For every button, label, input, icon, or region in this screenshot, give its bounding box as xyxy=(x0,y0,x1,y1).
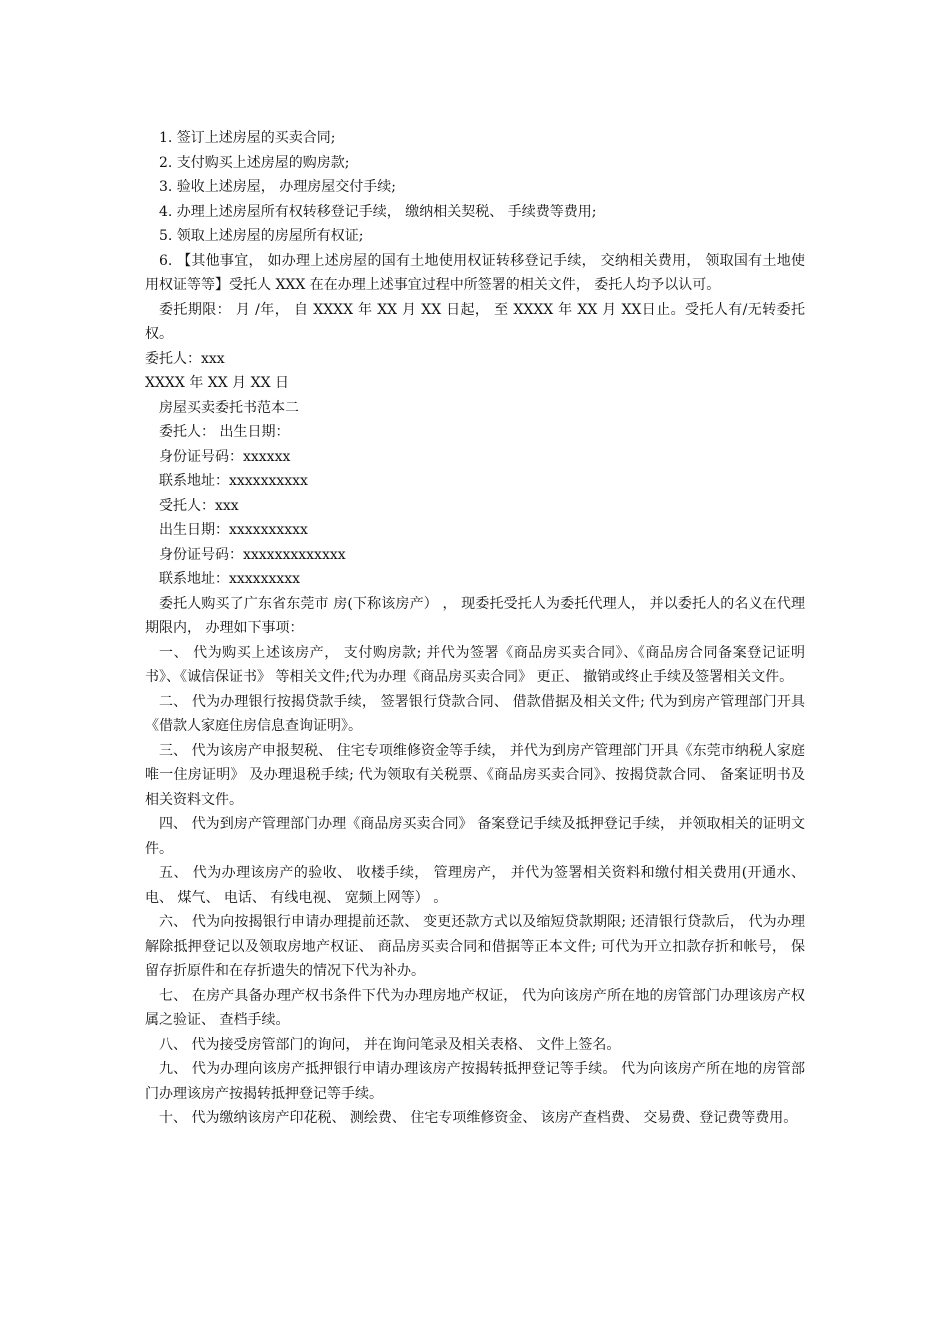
matter-7: 七、 在房产具备办理产权书条件下代为办理房地产权证， 代为向该房产所在地的房管部门办理该房产权属之验证、 查档手续。 xyxy=(145,987,805,1028)
section-title: 房屋买卖委托书范本二 xyxy=(159,399,299,416)
principal-signature: 委托人：xxx xyxy=(145,350,225,367)
matter-2: 二、 代为办理银行按揭贷款手续， 签署银行贷款合同、 借款借据及相关文件; 代为到房产管理部门开具《借款人家庭住房信息查询证明》。 xyxy=(145,693,805,734)
matter-8: 八、 代为接受房管部门的询问， 并在询问笔录及相关表格、 文件上签名。 xyxy=(159,1036,621,1053)
list-item-4: 4. 办理上述房屋所有权转移登记手续， 缴纳相关契税、 手续费等费用; xyxy=(159,203,597,220)
document-page xyxy=(145,126,805,1131)
matter-10: 十、 代为缴纳该房产印花税、 测绘费、 住宅专项维修资金、 该房产查档费、 交易费、登记费等费用。 xyxy=(159,1110,798,1126)
list-item-2: 2. 支付购买上述房屋的购房款; xyxy=(159,154,350,171)
agent-birthdate: 出生日期：xxxxxxxxxx xyxy=(159,522,308,538)
matter-3: 三、 代为该房产申报契税、 住宅专项维修资金等手续， 并代为到房产管理部门开具《东莞市纳税人家庭唯一住房证明》 及办理退税手续; 代为领取有关税票、《商品房买卖合同》、按揭贷款合同、 备案证明书及相关资料文件。 xyxy=(145,742,805,808)
agent-id: 身份证号码：xxxxxxxxxxxxx xyxy=(159,546,346,563)
list-item-3: 3. 验收上述房屋， 办理房屋交付手续; xyxy=(159,179,396,195)
agent-address: 联系地址：xxxxxxxxx xyxy=(159,571,301,587)
signature-date: XXXX 年 XX 月 XX 日 xyxy=(145,375,289,391)
agent-line: 受托人：xxx xyxy=(159,497,239,514)
principal-id: 身份证号码：xxxxxx xyxy=(159,448,291,465)
entrust-intro: 委托人购买了广东省东莞市 房(下称该房产） ， 现委托受托人为委托代理人， 并以委托人的名义在代理期限内， 办理如下事项： xyxy=(145,595,805,636)
matter-4: 四、 代为到房产管理部门办理《商品房买卖合同》 备案登记手续及抵押登记手续， 并领取相关的证明文件。 xyxy=(145,816,805,857)
matter-5: 五、 代为办理该房产的验收、 收楼手续， 管理房产， 并代为签署相关资料和缴付相关费用(开通水、 电、 煤气、 电话、 有线电视、 宽频上网等） 。 xyxy=(145,865,805,906)
entrust-period: 委托期限： 月 /年， 自 XXXX 年 XX 月 XX 日起， 至 XXXX 年 XX 月 XX日止。受托人有/无转委托权。 xyxy=(145,301,805,342)
list-item-6: 6. 【其他事宜， 如办理上述房屋的国有土地使用权证转移登记手续， 交纳相关费用， 领取国有土地使用权证等等】受托人 XXX 在在办理上述事宜过程中所签署的相关文件， 委托人均予以认可。 xyxy=(145,252,805,293)
list-item-1: 1. 签订上述房屋的买卖合同; xyxy=(159,130,336,146)
matter-1: 一、 代为购买上述该房产， 支付购房款; 并代为签署《商品房买卖合同》、《商品房合同备案登记证明书》、《诚信保证书》 等相关文件;代为办理《商品房买卖合同》 更正、 撤销或终止手续及签署相关文件。 xyxy=(145,644,805,685)
principal-line: 委托人： 出生日期： xyxy=(159,424,290,440)
list-item-5: 5. 领取上述房屋的房屋所有权证; xyxy=(159,228,364,244)
matter-6: 六、 代为向按揭银行申请办理提前还款、 变更还款方式以及缩短贷款期限; 还清银行贷款后， 代为办理解除抵押登记以及领取房地产权证、 商品房买卖合同和借据等正本文件; 可代为开立扣款存折和帐号， 保留存折原件和在存折遗失的情况下代为补办。 xyxy=(145,914,805,979)
matter-9: 九、 代为办理向该房产抵押银行申请办理该房产按揭转抵押登记等手续。 代为向该房产所在地的房管部门办理该房产按揭转抵押登记等手续。 xyxy=(145,1061,805,1102)
principal-address: 联系地址：xxxxxxxxxx xyxy=(159,473,308,489)
